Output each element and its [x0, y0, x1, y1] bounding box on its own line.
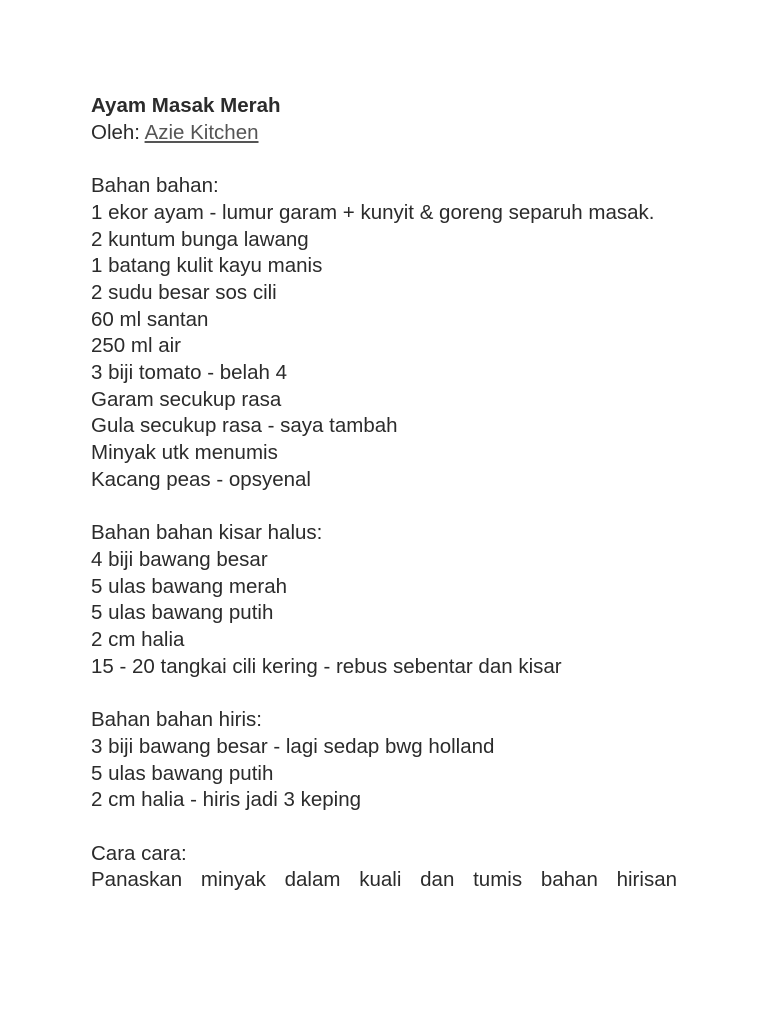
section-heading-hiris: Bahan bahan hiris:: [91, 708, 262, 732]
recipe-document: [91, 93, 677, 894]
section-bahan: [91, 173, 677, 493]
ingredient-item: 2 cm halia - hiris jadi 3 keping: [91, 788, 362, 812]
spacer: [91, 680, 677, 707]
ingredient-item: 2 sudu besar sos cili: [91, 280, 277, 304]
ingredient-item: 3 biji tomato - belah 4: [91, 361, 288, 385]
section-hiris: [91, 707, 677, 814]
ingredient-item: 15 - 20 tangkai cili kering - rebus sebentar dan kisar: [91, 654, 562, 678]
ingredient-item: 60 ml santan: [91, 307, 209, 331]
author-link[interactable]: Azie Kitchen: [144, 120, 259, 144]
ingredient-item: 250 ml air: [91, 334, 182, 358]
ingredient-item: 1 batang kulit kayu manis: [91, 254, 323, 278]
spacer: [91, 146, 677, 173]
ingredient-item: 4 biji bawang besar: [91, 547, 268, 571]
section-heading-bahan: Bahan bahan:: [91, 174, 219, 198]
method-text: Panaskan minyak dalam kuali dan tumis bahan hirisan: [91, 868, 677, 892]
ingredient-item: 3 biji bawang besar - lagi sedap bwg holland: [91, 734, 495, 758]
author-line: [91, 120, 677, 147]
by-label: Oleh:: [91, 120, 145, 144]
ingredient-item: 2 kuntum bunga lawang: [91, 227, 309, 251]
recipe-title: Ayam Masak Merah: [91, 94, 281, 117]
section-cara: [91, 841, 677, 894]
ingredient-item: 5 ulas bawang putih: [91, 761, 274, 785]
section-kisar: [91, 520, 677, 680]
ingredient-item: 5 ulas bawang putih: [91, 601, 274, 625]
ingredient-item: Garam secukup rasa: [91, 387, 282, 411]
section-heading-cara: Cara cara:: [91, 841, 187, 865]
spacer: [91, 494, 677, 521]
ingredient-item: Minyak utk menumis: [91, 441, 278, 465]
section-heading-kisar: Bahan bahan kisar halus:: [91, 521, 323, 545]
ingredient-item: Kacang peas - opsyenal: [91, 467, 311, 491]
ingredient-item: 1 ekor ayam - lumur garam + kunyit & goreng separuh masak.: [91, 200, 655, 224]
ingredient-item: Gula secukup rasa - saya tambah: [91, 414, 398, 438]
ingredient-item: 5 ulas bawang merah: [91, 574, 288, 598]
ingredient-item: 2 cm halia: [91, 628, 185, 652]
spacer: [91, 814, 677, 841]
